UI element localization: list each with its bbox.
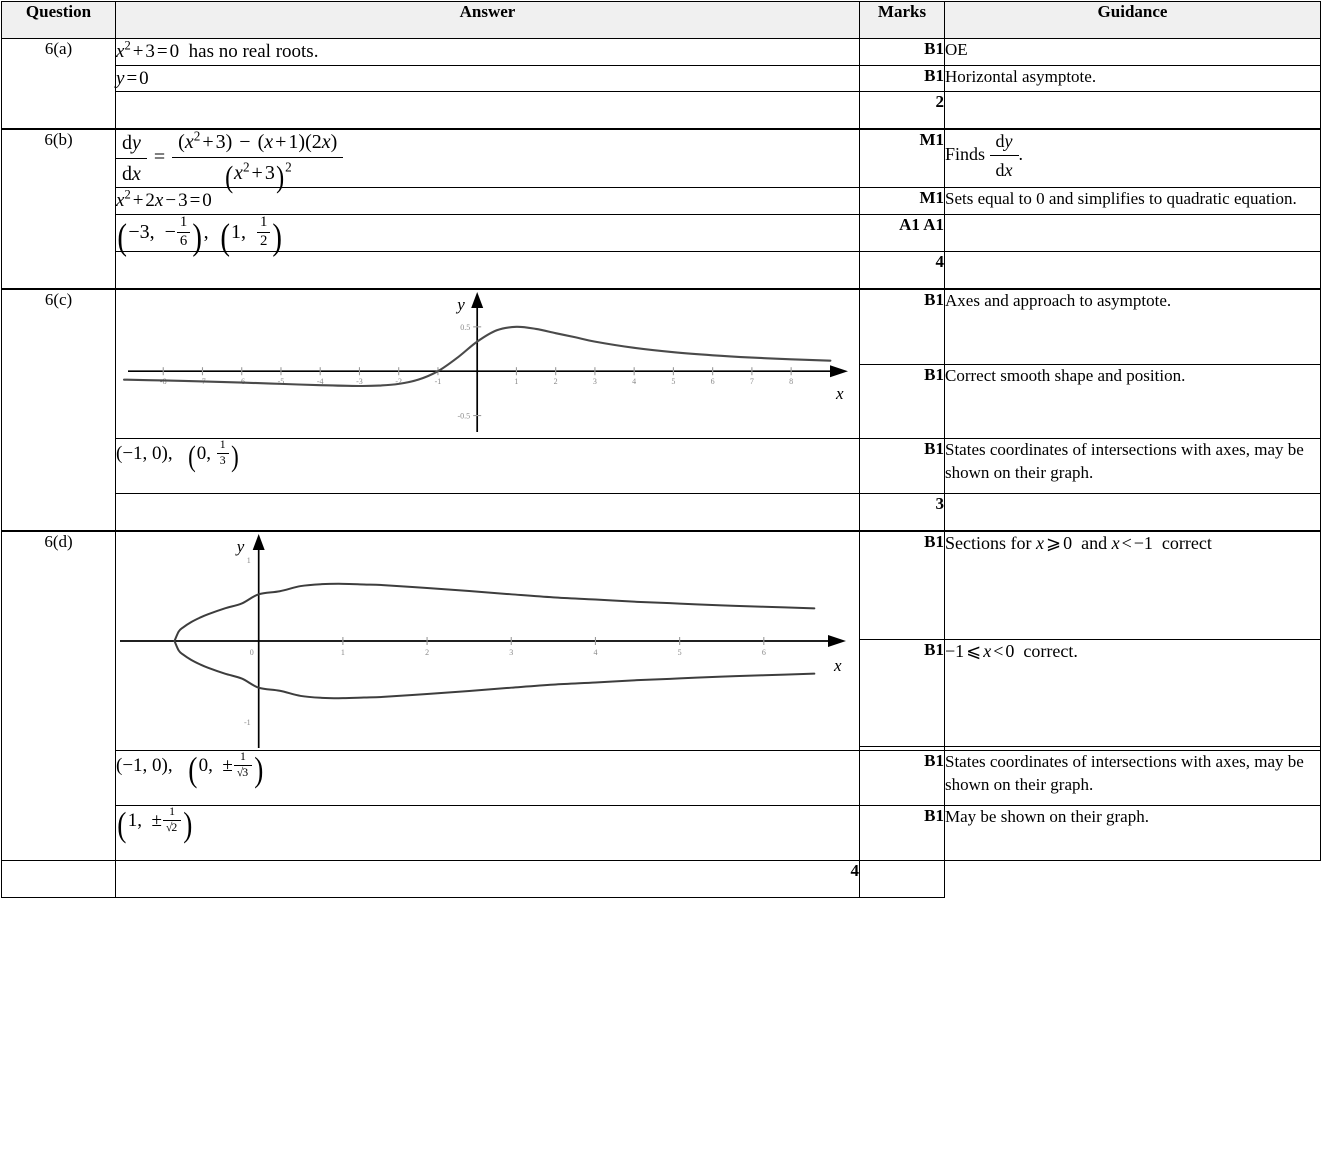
guidance-6d-3: States coordinates of intersections with axes, may be shown on their graph. (945, 750, 1321, 805)
guidance-6d-total (860, 860, 945, 897)
marks-6c-2: B1 (860, 364, 945, 438)
dy-dx-lhs: $\frac{dy}{dx}$ (116, 131, 147, 187)
derivative-numerator: $(x^2 + 3) - (x + 1)(2x)$ (172, 130, 343, 158)
question-label-6b: 6(b) (2, 129, 116, 289)
mark-scheme-table (1, 1, 1321, 898)
guidance-6c-total (945, 493, 1321, 531)
svg-text:-0.5: -0.5 (457, 411, 471, 421)
answer-6d-graph (116, 531, 860, 751)
table-row (2, 860, 1321, 897)
svg-text:-7: -7 (199, 377, 206, 387)
dy-dx-inline: $\frac{dy}{dx}$ (990, 130, 1019, 181)
svg-text:8: 8 (789, 377, 794, 387)
guidance-6a-total (945, 92, 1321, 130)
guidance-6a-2: Horizontal asymptote. (945, 65, 1321, 92)
svg-text:y: y (236, 536, 245, 556)
guidance-6b-total (945, 251, 1321, 289)
svg-text:4: 4 (593, 647, 598, 657)
header-guidance: Guidance (945, 2, 1321, 39)
guidance-6d-2 (945, 640, 1321, 747)
expression-quotient-rule: $\frac{dy}{dx}$ = $\frac{(x^2 + 3) - (x + 1)(2x)}{(x^2 + 3)^2}$ (116, 146, 343, 168)
svg-text:1: 1 (514, 377, 519, 387)
marks-6c-1: B1 (860, 289, 945, 365)
header-marks: Marks (860, 2, 945, 39)
question-label-6c: 6(c) (2, 289, 116, 531)
marks-6d-2: B1 (860, 640, 945, 747)
expression-stationary-points: (−3, − $\frac{1}{6}$ ), (1, $\frac{1}{2}$ ) (117, 214, 283, 259)
table-row (2, 438, 1321, 493)
table-row (2, 215, 1321, 252)
header-answer: Answer (116, 2, 860, 39)
guidance-6d-4: May be shown on their graph. (945, 805, 1321, 860)
marks-6c-3: B1 (860, 438, 945, 493)
svg-text:x: x (834, 655, 842, 675)
svg-text:-3: -3 (356, 377, 363, 387)
marks-6a-1: B1 (860, 39, 945, 66)
svg-text:-1: -1 (434, 377, 442, 387)
expression-asymptote: y = 0 (116, 67, 149, 89)
svg-text:6: 6 (710, 377, 715, 387)
svg-text:6: 6 (761, 647, 766, 657)
marks-total-6a: 2 (860, 92, 945, 130)
expression-6d-intercepts: (−1, 0), (0, ± $\frac{1}{√3}$ ) (116, 749, 264, 790)
svg-text:x: x (836, 384, 844, 404)
svg-text:7: 7 (749, 377, 754, 387)
svg-text:5: 5 (671, 377, 676, 387)
guidance-6c-3: States coordinates of intersections with axes, may be shown on their graph. (945, 438, 1321, 493)
answer-6b-derivative (116, 128, 860, 194)
question-label-6d: 6(d) (2, 531, 116, 861)
guidance-6b-1 (945, 129, 1321, 188)
guidance-6b-2: Sets equal to 0 and simplifies to quadratic equation. (945, 188, 1321, 215)
marks-6d-3: B1 (860, 750, 945, 805)
marks-6b-3: A1 A1 (860, 215, 945, 252)
svg-text:2: 2 (425, 647, 430, 657)
svg-text:-1: -1 (244, 717, 251, 727)
svg-text:2: 2 (553, 377, 558, 387)
svg-text:3: 3 (592, 377, 597, 387)
svg-text:0: 0 (249, 647, 254, 657)
svg-text:-8: -8 (159, 377, 167, 387)
marks-6d-1: B1 (860, 531, 945, 640)
table-row (2, 493, 1321, 531)
svg-text:0.5: 0.5 (460, 322, 471, 332)
answer-6b-points (116, 214, 860, 259)
guidance-6b-3 (945, 215, 1321, 252)
answer-6a-1 (116, 39, 860, 66)
table-header-row (2, 2, 1321, 39)
table-row (2, 531, 1321, 640)
answer-6c-total-blank (116, 493, 860, 531)
table-row (2, 92, 1321, 130)
table-row (2, 65, 1321, 92)
svg-text:-5: -5 (277, 377, 285, 387)
graph-6d (116, 532, 859, 750)
derivative-denominator: $(x^2 + 3)^2$ (224, 158, 292, 194)
marks-6d-4: B1 (860, 805, 945, 860)
expression-6c-intercepts: (−1, 0), (0, $\frac{1}{3}$ ) (116, 437, 239, 473)
marks-total-6d: 4 (116, 860, 860, 897)
expression-no-real-roots: $x^2 + 3 = 0$ has no real roots. (116, 38, 319, 62)
svg-text:-2: -2 (395, 377, 403, 387)
expression-6d-turning-points: (1, ± $\frac{1}{√2}$ ) (117, 804, 193, 845)
answer-6d-points-1 (116, 750, 860, 805)
marks-6a-2: B1 (860, 65, 945, 92)
svg-text:y: y (457, 294, 465, 314)
svg-text:-6: -6 (238, 377, 246, 387)
table-row (2, 129, 1321, 188)
svg-text:1: 1 (340, 647, 345, 657)
marks-total-6b: 4 (860, 251, 945, 289)
derivative-fraction (172, 128, 343, 194)
answer-6c-graph (116, 289, 860, 439)
guidance-6c-1: Axes and approach to asymptote. (945, 289, 1321, 365)
guidance-finds-derivative: Finds $\frac{dy}{dx}$ . (945, 131, 1024, 180)
graph-6d-svg (116, 532, 858, 750)
answer-6d-points-2 (116, 805, 860, 860)
graph-6c (116, 290, 859, 438)
answer-6c-points (116, 438, 860, 493)
guidance-sections-text: Sections for x ⩾ 0 and x < −1 correct (945, 532, 1212, 553)
svg-text:-4: -4 (316, 377, 324, 387)
marks-6b-1: M1 (860, 129, 945, 188)
svg-text:1: 1 (246, 556, 251, 566)
marks-6b-2: M1 (860, 188, 945, 215)
expression-quadratic: $x^2 + 2x - 3 = 0$ (116, 188, 212, 212)
answer-6a-total-blank (116, 92, 860, 130)
answer-6a-2 (116, 65, 860, 92)
table-row (2, 289, 1321, 365)
table-row (2, 805, 1321, 860)
guidance-6a-1: OE (945, 39, 1321, 66)
svg-text:5: 5 (677, 647, 682, 657)
question-label-6a: 6(a) (2, 39, 116, 130)
table-row (2, 188, 1321, 215)
answer-6d-total-blank (2, 860, 116, 897)
marks-total-6c: 3 (860, 493, 945, 531)
table-row (2, 750, 1321, 805)
header-question: Question (2, 2, 116, 39)
graph-6c-svg (116, 290, 858, 438)
table-row (2, 39, 1321, 66)
guidance-range-text: −1 ⩽ x < 0 correct. (945, 641, 1078, 662)
guidance-6d-1 (945, 531, 1321, 640)
guidance-6c-2: Correct smooth shape and position. (945, 364, 1321, 438)
svg-text:3: 3 (509, 647, 514, 657)
svg-text:4: 4 (632, 377, 637, 387)
